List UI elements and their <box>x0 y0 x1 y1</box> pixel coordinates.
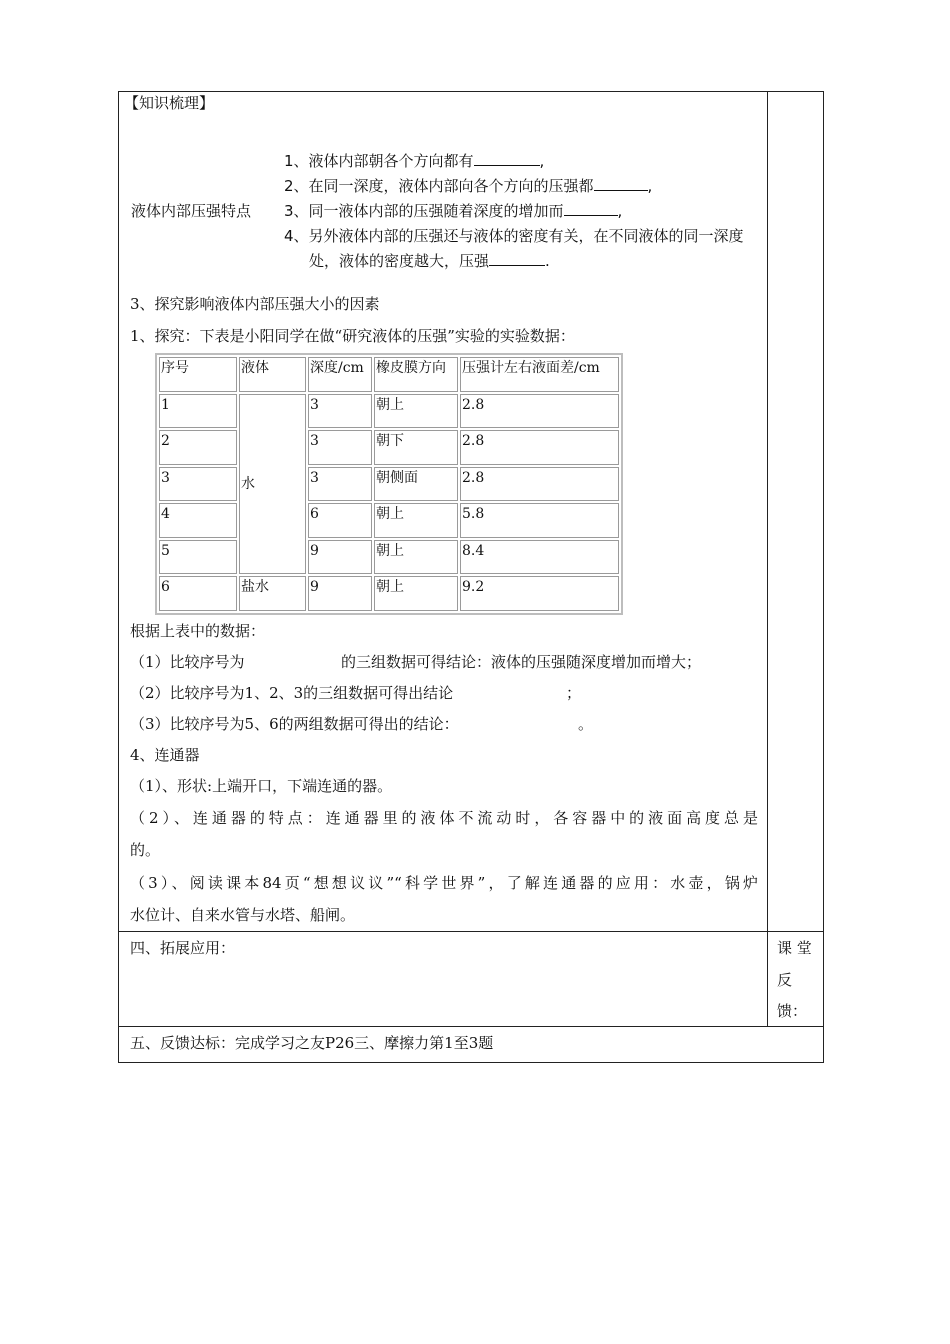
table-row <box>159 503 619 538</box>
feature-item-1: 1、液体内部朝各个方向都有 , <box>284 152 545 170</box>
table-cell: 朝上 <box>374 576 458 611</box>
table-cell: 朝上 <box>374 540 458 575</box>
section5-title: 四、拓展应用： <box>130 939 236 957</box>
table-cell: 5 <box>159 540 237 575</box>
table-cell: 2.8 <box>460 394 619 429</box>
feature-item-3: 3、同一液体内部的压强随着深度的增加而 , <box>284 202 623 220</box>
connector-shape: （1）、形状:上端开口，下端连通的器。 <box>130 777 393 795</box>
table-cell-liquid-water: 水 <box>239 394 306 575</box>
table-row <box>159 467 619 502</box>
table-cell: 2 <box>159 430 237 465</box>
table-cell: 2.8 <box>460 467 619 502</box>
table-cell: 6 <box>159 576 237 611</box>
table-cell: 3 <box>308 394 372 429</box>
table-cell: 9 <box>308 576 372 611</box>
answer-blank[interactable] <box>474 151 540 166</box>
answer-blank[interactable] <box>489 251 545 266</box>
table-cell: 5.8 <box>460 503 619 538</box>
question-2-suffix: ； <box>566 684 582 702</box>
feature-item-4: 4、另外液体内部的压强还与液体的密度有关，在不同液体的同一深度 <box>284 227 744 245</box>
connector-reading-line-2: 水位计、自来水管与水塔、船闸。 <box>130 906 356 924</box>
answer-blank[interactable] <box>594 176 648 191</box>
table-cell: 4 <box>159 503 237 538</box>
frame-right-border <box>823 91 824 1063</box>
frame-left-border <box>118 91 119 1063</box>
header-cell-liquid: 液体 <box>239 357 306 392</box>
feature-item-2: 2、在同一深度，液体内部向各个方向的压强都 , <box>284 177 653 195</box>
table-cell: 3 <box>159 467 237 502</box>
table-cell: 8.4 <box>460 540 619 575</box>
question-2-prefix: （2）比较序号为1、2、3的三组数据可得出结论 <box>130 684 454 702</box>
table-cell: 1 <box>159 394 237 429</box>
feedback-side-label-2: 反 <box>777 971 793 989</box>
explore-intro: 1、探究：下表是小阳同学在做“研究液体的压强”实验的实验数据： <box>130 327 575 345</box>
table-cell: 6 <box>308 503 372 538</box>
table-row <box>159 394 619 429</box>
header-cell-direction: 橡皮膜方向 <box>374 357 458 392</box>
table-cell: 朝上 <box>374 503 458 538</box>
table-row <box>159 576 619 611</box>
table-header-row <box>159 357 619 392</box>
answer-blank[interactable] <box>564 201 618 216</box>
feedback-side-label-3: 馈： <box>777 1002 808 1020</box>
table-row <box>159 430 619 465</box>
section6-title: 五、反馈达标：完成学习之友P26三、摩擦力第1至3题 <box>130 1034 494 1052</box>
table-cell: 朝上 <box>374 394 458 429</box>
header-cell-height-diff: 压强计左右液面差/cm <box>460 357 619 392</box>
question-1-prefix: （1）比较序号为 <box>130 653 245 671</box>
table-cell-liquid-saltwater: 盐水 <box>239 576 306 611</box>
table-cell: 3 <box>308 467 372 502</box>
table-cell: 3 <box>308 430 372 465</box>
table-cell: 9.2 <box>460 576 619 611</box>
table-cell: 9 <box>308 540 372 575</box>
section3-title: 3、探究影响液体内部压强大小的因素 <box>130 295 380 313</box>
feature-item-4-cont: 处，液体的密度越大，压强 . <box>309 252 550 270</box>
frame-row-divider-1 <box>118 931 824 932</box>
section-header: 【知识梳理】 <box>124 94 215 112</box>
connector-feature-line-1: （2）、连通器的特点：连通器里的液体不流动时，各容器中的液面高度总是 <box>130 809 758 827</box>
frame-bottom-border <box>118 1062 824 1063</box>
header-cell-index: 序号 <box>159 357 237 392</box>
frame-top-border <box>118 91 824 92</box>
table-cell: 2.8 <box>460 430 619 465</box>
question-3-suffix: 。 <box>578 715 594 733</box>
frame-row-divider-2 <box>118 1026 824 1027</box>
question-3-prefix: （3）比较序号为5、6的两组数据可得出的结论： <box>130 715 459 733</box>
pressure-features-label: 液体内部压强特点 <box>131 202 252 220</box>
connector-feature-line-2: 的。 <box>130 841 161 859</box>
data-note: 根据上表中的数据： <box>130 622 266 640</box>
experiment-data-table <box>155 353 623 615</box>
connector-reading-line-1: （3）、阅读课本84页“想想议议”“科学世界”，了解连通器的应用：水壶，锅炉 <box>130 874 758 892</box>
frame-column-divider <box>767 91 768 1027</box>
table-row <box>159 540 619 575</box>
table-cell: 朝下 <box>374 430 458 465</box>
question-1-suffix: 的三组数据可得结论：液体的压强随深度增加而增大； <box>341 653 702 671</box>
header-cell-depth: 深度/cm <box>308 357 372 392</box>
table-cell: 朝侧面 <box>374 467 458 502</box>
section4-title: 4、连通器 <box>130 746 200 764</box>
feedback-side-label-1: 课 堂 <box>777 939 812 957</box>
